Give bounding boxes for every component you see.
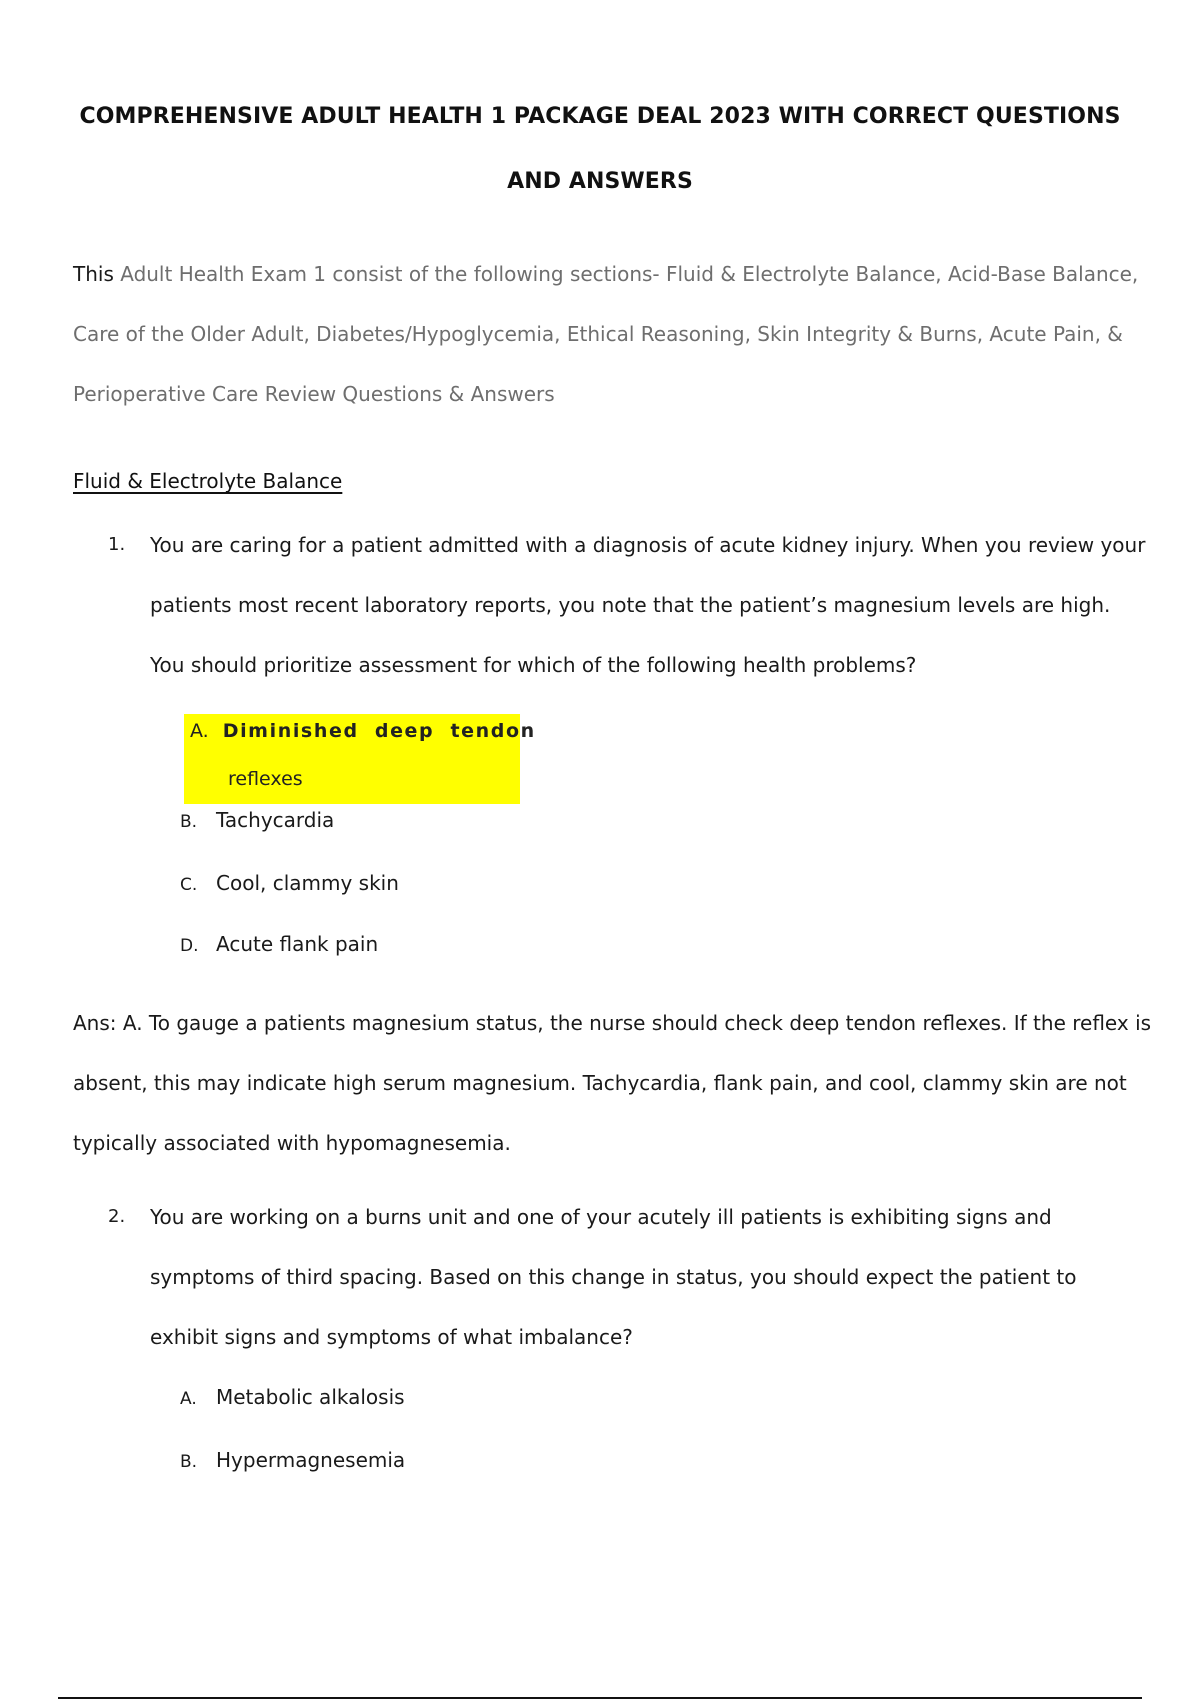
option-letter: A. (180, 1389, 197, 1409)
option-text: Metabolic alkalosis (216, 1385, 405, 1409)
question-number: 2. (108, 1206, 126, 1227)
document-title-line-2: AND ANSWERS (507, 169, 693, 194)
option-text: Hypermagnesemia (216, 1448, 406, 1472)
option-c (180, 871, 399, 895)
document-title-line-1: COMPREHENSIVE ADULT HEALTH 1 PACKAGE DEAL 2023 WITH CORRECT QUESTIONS (79, 104, 1121, 129)
footer-divider (58, 1697, 1142, 1699)
intro-paragraph (73, 244, 1153, 424)
option-letter: B. (180, 812, 198, 832)
question-text: You are working on a burns unit and one of your acutely ill patients is exhibiting signs and symptoms of third spacing. Based on this change in status, you should expect the patient to exhibit signs and symptoms of what imbalance? (150, 1205, 1077, 1349)
option-letter: D. (180, 936, 199, 956)
option-b (180, 1448, 405, 1472)
option-text: Cool, clammy skin (216, 871, 399, 895)
option-letter: B. (180, 1452, 198, 1472)
option-a (180, 1385, 405, 1409)
option-d (180, 932, 378, 956)
intro-text: Adult Health Exam 1 consist of the following sections- Fluid & Electrolyte Balance, Acid-Base Balance, Care of the Older Adult, Diabetes/Hypoglycemia, Ethical Reasoning, Skin Integrity & Burns, Acute Pain, & Perioperative Care Review Questions & Answers (73, 262, 1139, 406)
option-text: Tachycardia (216, 808, 335, 832)
answer-explanation: Ans: A. To gauge a patients magnesium status, the nurse should check deep tendon reflexes. If the reflex is absent, this may indicate high serum magnesium. Tachycardia, flank pain, and cool, clammy skin are not typically associated with hypomagnesemia. (73, 1011, 1152, 1155)
question-text: You are caring for a patient admitted with a diagnosis of acute kidney injury. When you review your patients most recent laboratory reports, you note that the patient’s magnesium levels are high. You should prioritize assessment for which of the following health problems? (150, 533, 1146, 677)
option-a-continued: reflexes (228, 768, 303, 790)
intro-first-word: This (73, 262, 114, 286)
option-letter: A. (190, 720, 209, 742)
option-letter: C. (180, 875, 198, 895)
option-a (190, 720, 536, 742)
section-heading: Fluid & Electrolyte Balance (73, 469, 343, 493)
option-text: Diminished deep tendon (222, 720, 536, 742)
option-b (180, 808, 334, 832)
question-number: 1. (108, 534, 126, 555)
option-text: Acute flank pain (216, 932, 379, 956)
